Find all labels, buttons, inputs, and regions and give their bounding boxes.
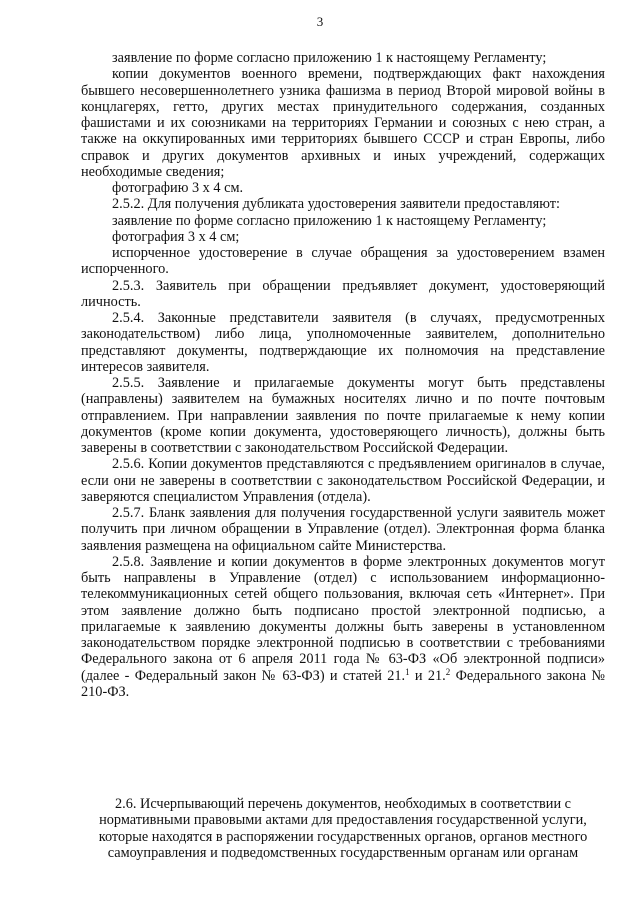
- paragraph-wartime-documents: копии документов военного времени, подтверждающих факт нахождения бывшего несовершеннолетнего узника фашизма в период Второй мировой войны в концлагерях, гетто, других местах принудительного содержания, созданных фашистами и их союзниками на территориях Германии и союзных с нею стран, а также на оккупированных ими территориях бывшего СССР и стран Европы, либо справок и других документов архивных и иных учреждений, содержащих необходимые сведения;: [81, 66, 605, 180]
- paragraph-application-form: заявление по форме согласно приложению 1 к настоящему Регламенту;: [112, 50, 547, 66]
- paragraph-2-5-8-mid: и 21.: [409, 667, 446, 684]
- paragraph-2-5-6: 2.5.6. Копии документов представляются с предъявлением оригиналов в случае, если они не заверены в соответствии с законодательством Российской Федерации, и заверяются специалистом Управления (отдела).: [81, 456, 605, 505]
- paragraph-photo: фотографию 3 х 4 см.: [112, 180, 244, 196]
- paragraph-2-5-8: [81, 554, 605, 700]
- paragraph-2-5-2: 2.5.2. Для получения дубликата удостоверения заявители предоставляют:: [112, 196, 560, 213]
- paragraph-duplicate-photo: фотография 3 х 4 см;: [112, 228, 240, 245]
- paragraph-duplicate-application: заявление по форме согласно приложению 1 к настоящему Регламенту;: [112, 212, 547, 229]
- section-heading-text: 2.6. Исчерпывающий перечень документов, необходимых в соответствии с нормативными правовыми актами для предоставления государственной услуги, которые находятся в распоряжении государственных органов, органов местного самоуправления и подведомственных государственным органам или органам: [98, 796, 588, 861]
- paragraph-2-5-4: 2.5.4. Законные представители заявителя (в случаях, предусмотренных законодательством) либо лица, уполномоченные заявителем, дополнительно представляют документы, подтверждающие их полномочия на представление интересов заявителя.: [81, 310, 605, 375]
- paragraph-2-5-3: 2.5.3. Заявитель при обращении предъявляет документ, удостоверяющий личность.: [81, 277, 605, 310]
- superscript-1: 1: [405, 666, 410, 677]
- paragraph-spoiled-certificate: испорченное удостоверение в случае обращения за удостоверением взамен испорченного.: [81, 245, 605, 278]
- page-number: 3: [316, 14, 324, 29]
- document-body: [81, 50, 605, 700]
- paragraph-2-5-7: 2.5.7. Бланк заявления для получения государственной услуги заявитель может получить при личном обращении в Управление (отдел). Электронная форма бланка заявления размещена на официальном сайте Министерства.: [81, 505, 605, 554]
- paragraph-2-5-8-main: 2.5.8. Заявление и копии документов в форме электронных документов могут быть направлены в Управление (отдел) с использованием информационно-телекоммуникационных сетей общего пользования, включая сеть «Интернет». При этом заявление должно быть подписано простой электронной подписью, а прилагаемые к заявлению документы должны быть заверены в установленном законодательством порядке электронной подписью в соответствии с требованиями Федерального закона от 6 апреля 2011 года № 63-ФЗ «Об электронной подписи» (далее - Федеральный закон № 63-ФЗ) и статей 21.: [81, 553, 605, 684]
- superscript-2: 2: [445, 666, 451, 677]
- paragraph-2-5-5: 2.5.5. Заявление и прилагаемые документы могут быть представлены (направлены) заявителем на бумажных носителях лично и по почте почтовым отправлением. При направлении заявления по почте прилагаемые к нему копии документов (кроме копии документа, удостоверяющего личность), должны быть заверены в соответствии с законодательством Российской Федерации.: [81, 375, 605, 456]
- section-heading-2-6: [76, 796, 610, 861]
- paragraph-2-5-8-end: Федерального закона № 210-ФЗ.: [81, 667, 606, 700]
